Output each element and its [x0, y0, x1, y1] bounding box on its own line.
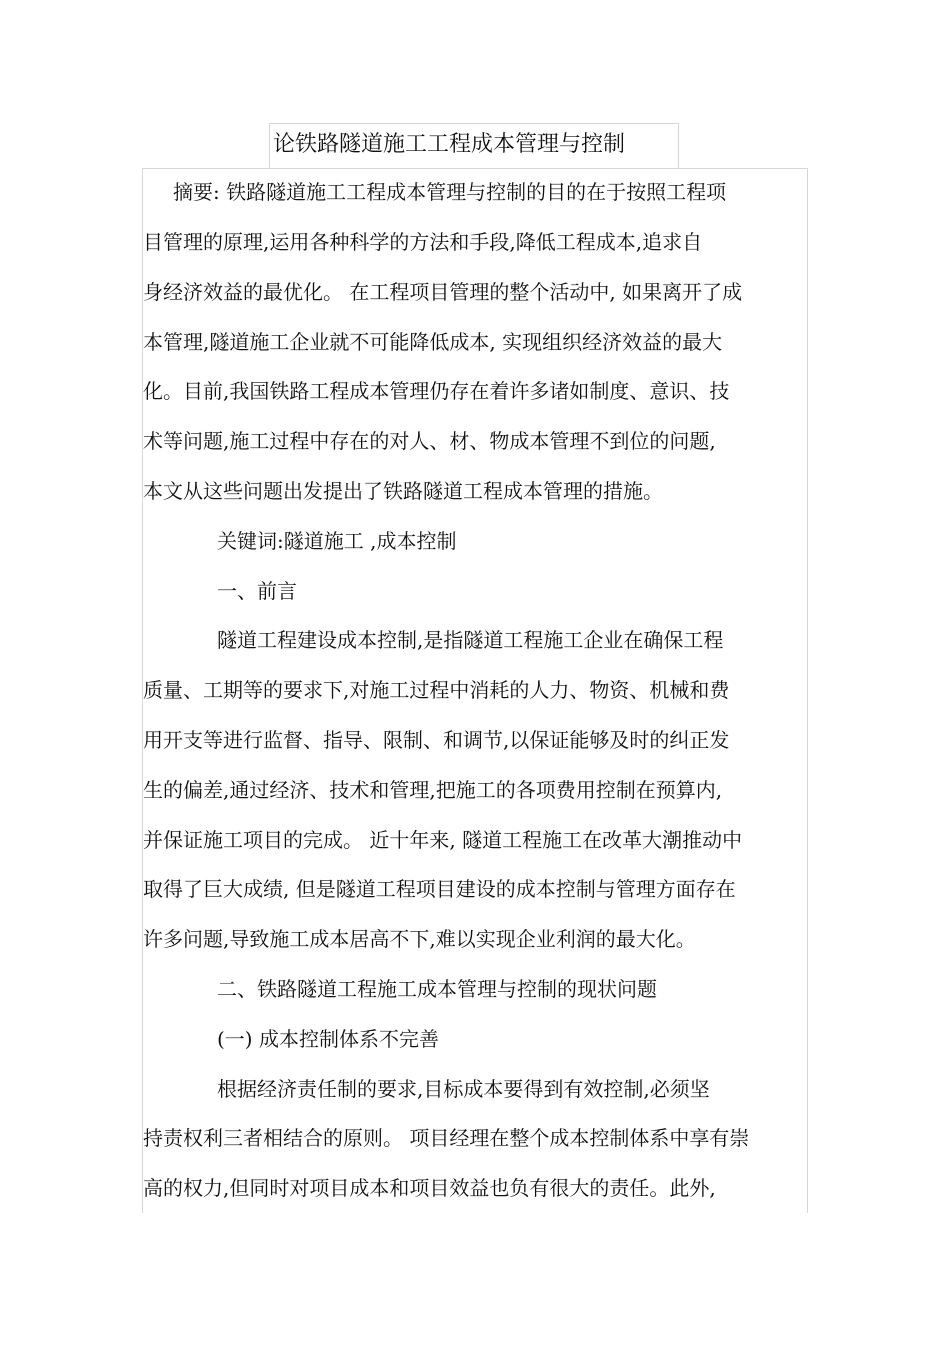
paragraph-line-abstract-1: 摘要: 铁路隧道施工工程成本管理与控制的目的在于按照工程项 [173, 180, 727, 204]
keywords-line: 关键词:隧道施工 ,成本控制 [217, 529, 457, 553]
paragraph-line-preface-3: 用开支等进行监督、指导、限制、和调节,以保证能够及时的纠正发 [143, 728, 730, 752]
section-heading-status: 二、铁路隧道工程施工成本管理与控制的现状问题 [217, 977, 657, 1001]
paragraph-line-preface-2: 质量、工期等的要求下,对施工过程中消耗的人力、物资、机械和费 [143, 678, 730, 702]
paragraph-line-abstract-4: 本管理,隧道施工企业就不可能降低成本, 实现组织经济效益的最大 [143, 330, 723, 354]
paragraph-line-preface-5: 并保证施工项目的完成。 近十年来, 隧道工程施工在改革大潮推动中 [143, 828, 743, 852]
paragraph-line-status-1: 根据经济责任制的要求,目标成本要得到有效控制,必须坚 [217, 1077, 710, 1101]
paragraph-line-status-2: 持责权利三者相结合的原则。 项目经理在整个成本控制体系中享有崇 [143, 1126, 750, 1150]
paragraph-line-preface-1: 隧道工程建设成本控制,是指隧道工程施工企业在确保工程 [217, 628, 724, 652]
paragraph-line-abstract-2: 目管理的原理,运用各种科学的方法和手段,降低工程成本,追求自 [143, 230, 703, 254]
paragraph-line-abstract-7: 本文从这些问题出发提出了铁路隧道工程成本管理的措施。 [143, 479, 663, 503]
paragraph-line-preface-4: 生的偏差,通过经济、技术和管理,把施工的各项费用控制在预算内, [143, 778, 723, 802]
paragraph-line-preface-6: 取得了巨大成绩, 但是隧道工程项目建设的成本控制与管理方面存在 [143, 877, 736, 901]
section-heading-preface: 一、前言 [217, 579, 297, 603]
paragraph-line-abstract-6: 术等问题,施工过程中存在的对人、材、物成本管理不到位的问题, [143, 429, 716, 453]
paragraph-line-status-3: 高的权力,但同时对项目成本和项目效益也负有很大的责任。此外, [143, 1176, 716, 1200]
paragraph-line-abstract-5: 化。目前,我国铁路工程成本管理仍存在着许多诸如制度、意识、技 [143, 379, 730, 403]
paragraph-line-abstract-3: 身经济效益的最优化。 在工程项目管理的整个活动中, 如果离开了成 [143, 280, 743, 304]
subsection-heading-1: (一) 成本控制体系不完善 [217, 1027, 439, 1051]
document-title: 论铁路隧道施工工程成本管理与控制 [273, 132, 626, 157]
paragraph-line-preface-7: 许多问题,导致施工成本居高不下,难以实现企业利润的最大化。 [143, 927, 696, 951]
